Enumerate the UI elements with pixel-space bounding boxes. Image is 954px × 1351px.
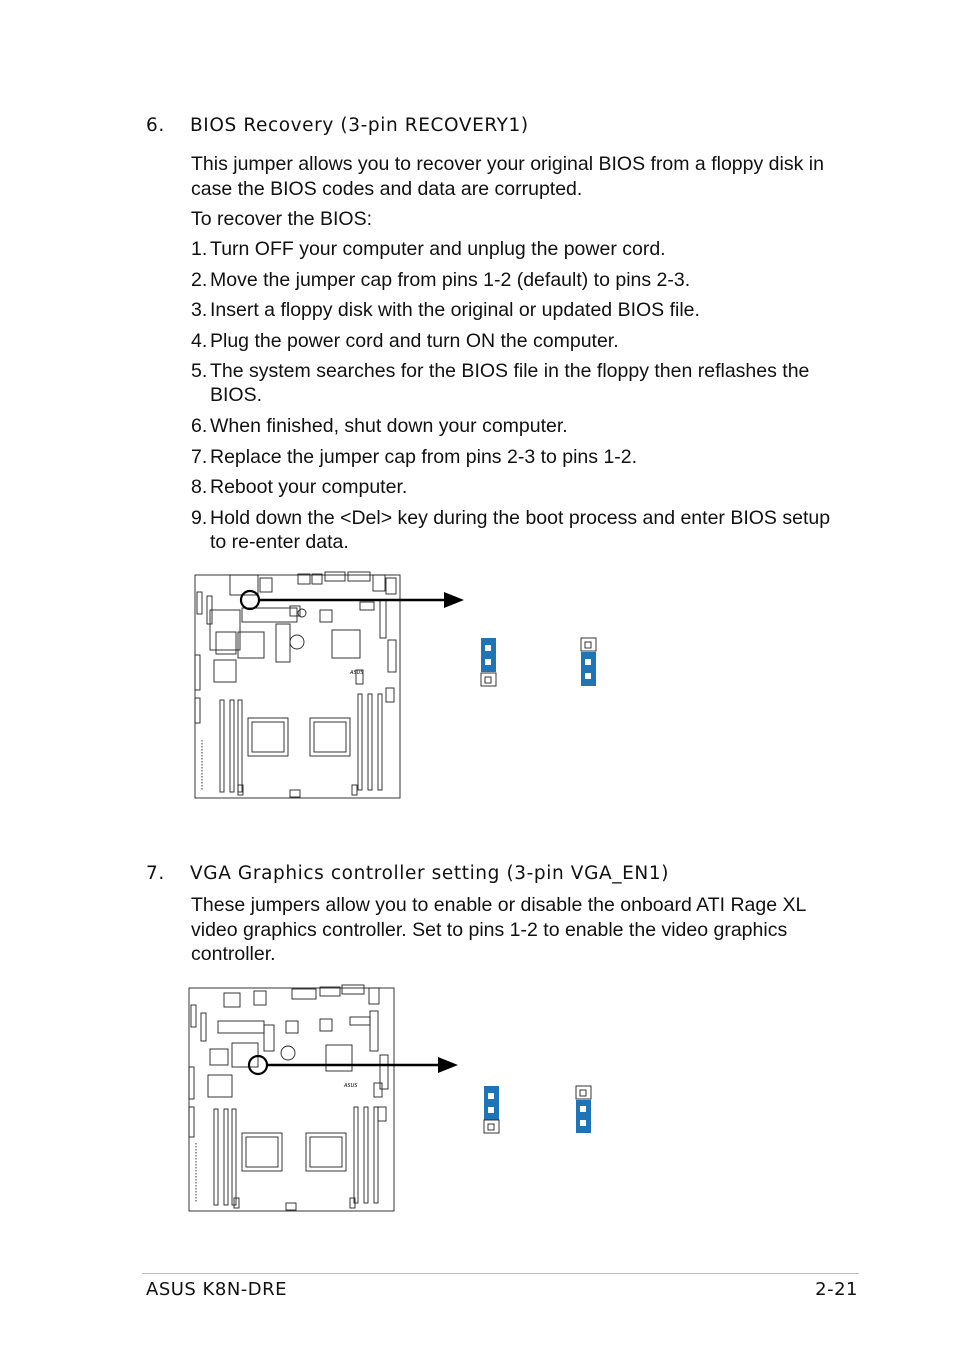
bios-recovery-steps: [191, 237, 831, 560]
section-7-number: 7.: [146, 863, 165, 884]
pointer-arrowhead: [438, 1057, 458, 1073]
step-item: 5. The system searches for the BIOS file in the floppy then reflashes the BIOS.: [191, 360, 810, 407]
jumper-location-circle: [241, 591, 259, 609]
jumper-setting-pins-1-2: [481, 638, 496, 686]
board-logo: ASUS: [344, 1083, 358, 1089]
pointer-arrowhead: [444, 592, 464, 608]
step-item: 3. Insert a floppy disk with the original or updated BIOS file.: [191, 299, 700, 322]
section-7-intro: These jumpers allow you to enable or disable the onboard ATI Rage XL video graphics controller. Set to pins 1-2 to enable the video graphics controller.: [191, 894, 806, 965]
step-item: 6. When finished, shut down your computer.: [191, 414, 568, 437]
section-6-lead: To recover the BIOS:: [191, 208, 372, 230]
vga-en1-board-diagram: [184, 983, 624, 1218]
step-item: 8. Reboot your computer.: [191, 476, 408, 499]
jumper-setting-pins-1-2: [484, 1086, 499, 1133]
jumper-setting-pins-2-3: [576, 1086, 591, 1133]
step-item: 2. Move the jumper cap from pins 1-2 (default) to pins 2-3.: [191, 268, 691, 291]
page-number: 2-21: [815, 1279, 858, 1300]
step-item: 1. Turn OFF your computer and unplug the power cord.: [191, 238, 666, 260]
section-6-title: BIOS Recovery (3-pin RECOVERY1): [190, 115, 529, 136]
section-6-heading: [146, 115, 529, 136]
board-logo: ASUS: [350, 670, 364, 676]
section-6-intro: This jumper allows you to recover your original BIOS from a floppy disk in case the BIOS codes and data are corrupted.: [191, 153, 824, 200]
step-item: 9. Hold down the <Del> key during the boot process and enter BIOS setup to re-enter data.: [191, 506, 831, 553]
step-item: 7. Replace the jumper cap from pins 2-3 to pins 1-2.: [191, 445, 638, 468]
footer-model: ASUS K8N-DRE: [146, 1279, 288, 1300]
section-6-number: 6.: [146, 115, 165, 136]
jumper-setting-pins-2-3: [581, 638, 596, 686]
recovery1-board-diagram: [190, 570, 630, 805]
step-item: 4. Plug the power cord and turn ON the computer.: [191, 329, 619, 352]
section-7-heading: [146, 863, 669, 884]
section-7-title: VGA Graphics controller setting (3-pin VGA_EN1): [190, 863, 670, 884]
footer-rule: [142, 1273, 859, 1274]
